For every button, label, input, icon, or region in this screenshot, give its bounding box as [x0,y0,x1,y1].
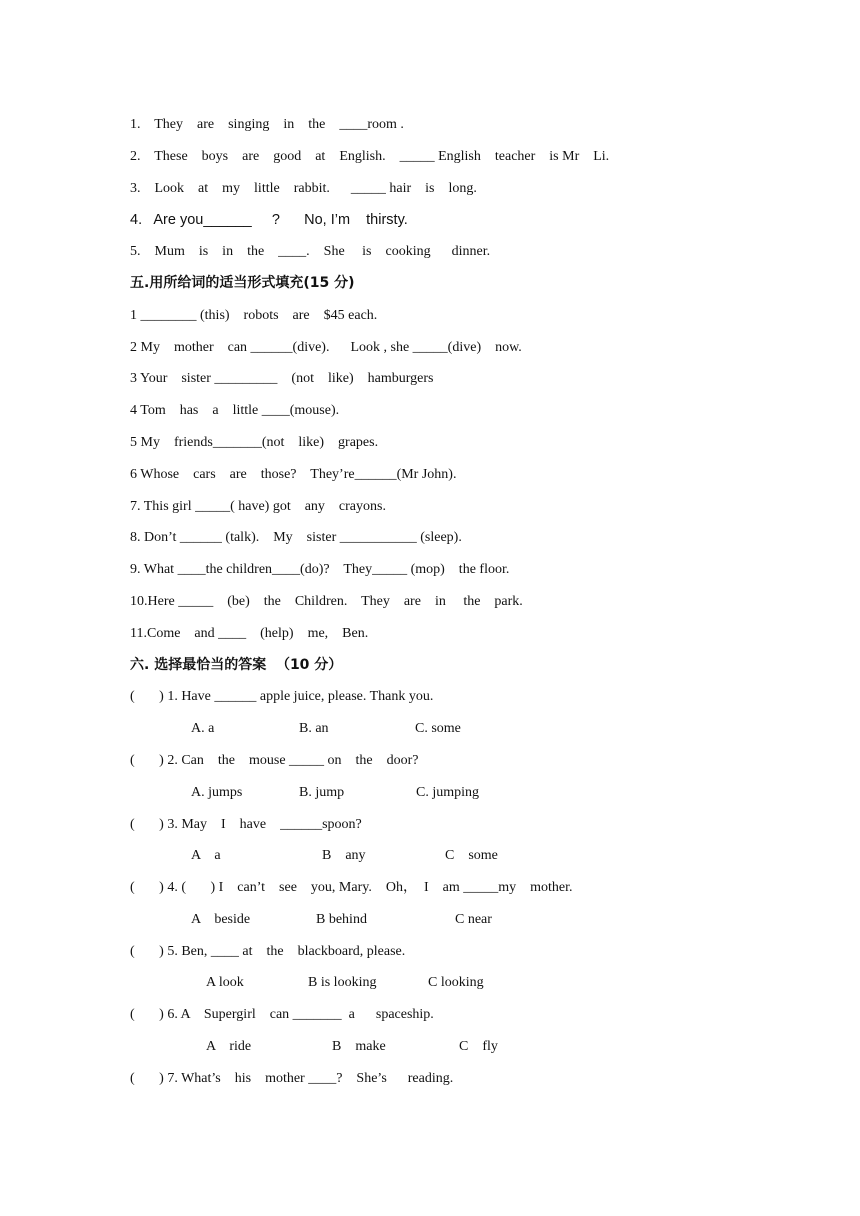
mc-q6-option-c: C fly [459,1039,498,1054]
mc-q1-option-b: B. an [299,721,329,736]
mc-question-6: ( ) 6. A Supergirl can _______ a spaceship. [130,1007,434,1022]
mc-q4-option-a: A beside [191,912,251,927]
mc-question-2: ( ) 2. Can the mouse _____ on the door? [130,753,419,768]
form-item-7: 7. This girl _____( have) got any crayons. [130,499,386,514]
form-item-11: 11.Come and ____ (help) me, Ben. [130,626,369,641]
mc-question-1: ( ) 1. Have ______ apple juice, please. Thank you. [130,689,434,704]
form-item-1: 1 ________ (this) robots are $45 each. [130,308,378,323]
form-item-9: 9. What ____the children____(do)? They_____ (mop) the floor. [130,562,510,577]
mc-q1-option-a: A. a [191,721,215,736]
fill-item-3: 3. Look at my little rabbit. _____ hair is long. [130,181,477,196]
section-five-heading: 五.用所给词的适当形式填充(15 分) [130,275,355,291]
mc-question-3: ( ) 3. May I have ______spoon? [130,817,362,832]
mc-q2-option-b: B. jump [299,785,345,800]
mc-q3-option-c: C some [445,848,498,863]
mc-q4-option-c: C near [455,912,492,927]
form-item-4: 4 Tom has a little ____(mouse). [130,403,340,418]
mc-q3-option-a: A a [191,848,221,863]
fill-item-2: 2. These boys are good at English. _____ English teacher is Mr Li. [130,149,610,164]
form-item-2: 2 My mother can ______(dive). Look , she _____(dive) now. [130,340,522,355]
mc-question-4: ( ) 4. ( ) I can’t see you, Mary. Oh， I am _____my mother. [130,880,573,895]
mc-question-5: ( ) 5. Ben, ____ at the blackboard, please. [130,944,406,959]
mc-q6-option-b: B make [332,1039,386,1054]
mc-q4-option-b: B behind [316,912,367,927]
form-item-3: 3 Your sister _________ (not like) hamburgers [130,371,434,386]
mc-q5-option-c: C looking [428,975,484,990]
fill-item-5: 5. Mum is in the ____. She is cooking dinner. [130,244,491,259]
fill-item-4: 4. Are you______ ? No, I’m thirsty. [130,212,408,228]
form-item-8: 8. Don’t ______ (talk). My sister ___________ (sleep). [130,530,462,545]
form-item-6: 6 Whose cars are those? They’re______(Mr John). [130,467,457,482]
mc-q1-option-c: C. some [415,721,461,736]
form-item-5: 5 My friends_______(not like) grapes. [130,435,379,450]
mc-question-7: ( ) 7. What’s his mother ____? She’s reading. [130,1071,454,1086]
mc-q3-option-b: B any [322,848,366,863]
mc-q2-option-a: A. jumps [191,785,243,800]
section-six-heading: 六. 选择最恰当的答案 （10 分） [130,657,343,673]
mc-q2-option-c: C. jumping [416,785,480,800]
fill-item-1: 1. They are singing in the ____room . [130,117,404,132]
form-item-10: 10.Here _____ (be) the Children. They are in the park. [130,594,523,609]
mc-q5-option-a: A look [206,975,244,990]
mc-q5-option-b: B is looking [308,975,377,990]
mc-q6-option-a: A ride [206,1039,252,1054]
